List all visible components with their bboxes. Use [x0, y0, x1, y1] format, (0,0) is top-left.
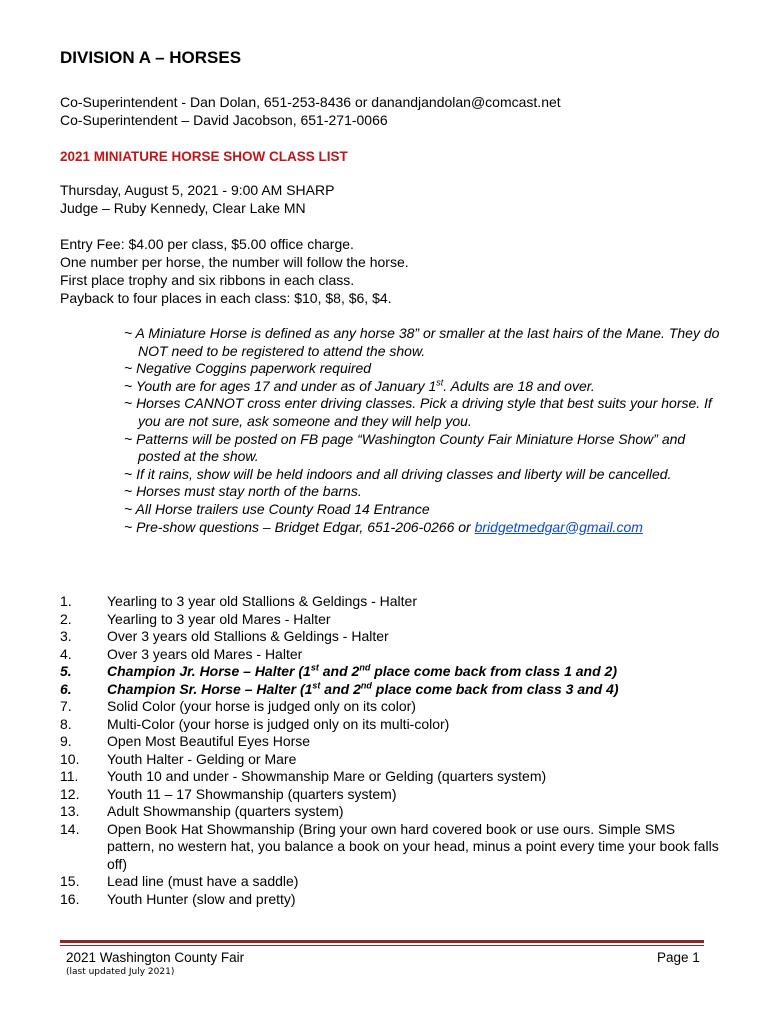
- footer-rule: [60, 940, 704, 943]
- show-date-line: Thursday, August 5, 2021 - 9:00 AM SHARP: [60, 182, 335, 198]
- class-number: 8.: [60, 715, 72, 732]
- class-item-champion-jr: [60, 663, 720, 681]
- class-text: Youth 11 – 17 Showmanship (quarters system): [107, 785, 397, 802]
- class-text: Open Book Hat Showmanship (Bring your own hard covered book or use ours. Simple SMS pattern, no western hat, you balance a book on your head, minus a point every time your book falls off): [107, 820, 719, 872]
- note-item: [124, 519, 724, 537]
- class-number: 1.: [60, 593, 72, 609]
- class-item: [60, 611, 720, 629]
- class-number: 13.: [60, 803, 80, 819]
- class-text: Multi-Color (your horse is judged only on its multi-color): [107, 715, 450, 732]
- class-item: [60, 628, 720, 646]
- class-superscript: st: [312, 679, 321, 690]
- class-number: 10.: [60, 750, 80, 767]
- class-list: [60, 593, 720, 908]
- page-title: DIVISION A – HORSES: [60, 48, 242, 67]
- class-item: [60, 768, 720, 786]
- class-text-part: and 2: [320, 680, 361, 697]
- class-text-part: and 2: [318, 663, 360, 679]
- class-number: 2.: [60, 610, 72, 627]
- class-superscript: st: [310, 662, 319, 673]
- class-number: 15.: [60, 873, 80, 889]
- rules-notes: [124, 325, 724, 536]
- class-number: 6.: [60, 680, 72, 697]
- class-text: Youth Halter - Gelding or Mare: [107, 750, 297, 767]
- footer-rule-thin: [60, 945, 704, 946]
- class-number: 14.: [60, 820, 80, 837]
- note-item: ~ Negative Coggins paperwork required: [124, 360, 372, 377]
- last-updated-note: (last updated July 2021): [66, 967, 175, 977]
- class-number: 9.: [60, 733, 72, 749]
- fee-line-1: Entry Fee: $4.00 per class, $5.00 office charge.: [60, 236, 354, 252]
- page-number: Page 1: [657, 950, 700, 965]
- class-text: Over 3 years old Mares - Halter: [107, 645, 303, 662]
- superintendent-line-1: Co-Superintendent - Dan Dolan, 651-253-8436 or danandjandolan@comcast.net: [60, 94, 561, 110]
- class-item: [60, 733, 720, 751]
- class-number: 7.: [60, 698, 72, 714]
- class-text: Youth 10 and under - Showmanship Mare or Gelding (quarters system): [107, 768, 547, 784]
- footer-fair-name: 2021 Washington County Fair: [66, 950, 245, 965]
- class-superscript: nd: [360, 679, 372, 690]
- note-item: ~ Patterns will be posted on FB page “Washington County Fair Miniature Horse Show” and posted at the show.: [124, 430, 686, 465]
- fee-line-2: One number per horse, the number will follow the horse.: [60, 254, 409, 270]
- note-text: ~ Pre-show questions – Bridget Edgar, 651-206-0266 or: [124, 518, 475, 535]
- class-text-part: place come back from class 3 and 4): [371, 680, 619, 697]
- class-text: Over 3 years old Stallions & Geldings - Halter: [107, 628, 389, 644]
- class-text: Lead line (must have a saddle): [107, 873, 299, 889]
- class-list-heading: 2021 MINIATURE HORSE SHOW CLASS LIST: [60, 149, 348, 164]
- class-number: 5.: [60, 663, 72, 679]
- note-item: ~ Horses must stay north of the barns.: [124, 483, 362, 500]
- note-item: ~ Horses CANNOT cross enter driving classes. Pick a driving style that best suits your horse. If you are not sure, ask someone and they will help you.: [124, 395, 712, 429]
- fee-line-4: Payback to four places in each class: $10, $8, $6, $4.: [60, 290, 392, 306]
- class-number: 12.: [60, 785, 80, 802]
- class-item: [60, 593, 720, 611]
- class-item: [60, 786, 720, 804]
- class-item: [60, 751, 720, 769]
- class-number: 11.: [60, 768, 79, 784]
- judge-line: Judge – Ruby Kennedy, Clear Lake MN: [60, 200, 306, 216]
- class-text: Yearling to 3 year old Stallions & Geldings - Halter: [107, 593, 417, 609]
- class-text: [107, 663, 720, 681]
- note-text: . Adults are 18 and over.: [443, 377, 595, 394]
- class-item: [60, 803, 720, 821]
- class-text: [107, 681, 720, 699]
- class-item: [60, 698, 720, 716]
- note-text: ~ Youth are for ages 17 and under as of January 1: [124, 377, 437, 394]
- class-item: [60, 891, 720, 909]
- note-item: [124, 378, 724, 396]
- note-item: ~ All Horse trailers use County Road 14 Entrance: [124, 500, 430, 517]
- class-number: 4.: [60, 645, 72, 662]
- class-text: Yearling to 3 year old Mares - Halter: [107, 610, 331, 627]
- class-text-part: place come back from class 1 and 2): [370, 663, 617, 679]
- class-text: Solid Color (your horse is judged only on its color): [107, 698, 416, 714]
- fee-line-3: First place trophy and six ribbons in each class.: [60, 272, 355, 288]
- class-item: [60, 646, 720, 664]
- class-number: 16.: [60, 890, 80, 907]
- class-item-champion-sr: [60, 681, 720, 699]
- note-item: ~ A Miniature Horse is defined as any horse 38” or smaller at the last hairs of the Mane. They do NOT need to be registered to attend the show.: [124, 325, 720, 359]
- note-superscript: st: [436, 377, 444, 388]
- class-item: [60, 716, 720, 734]
- email-link[interactable]: bridgetmedgar@gmail.com: [474, 518, 643, 535]
- class-item: [60, 873, 720, 891]
- note-item: ~ If it rains, show will be held indoors and all driving classes and liberty will be cancelled.: [124, 465, 672, 482]
- class-text-part: Champion Jr. Horse – Halter (1: [107, 663, 311, 679]
- class-text: Adult Showmanship (quarters system): [107, 803, 344, 819]
- class-text: Open Most Beautiful Eyes Horse: [107, 733, 311, 749]
- class-number: 3.: [60, 628, 72, 644]
- class-superscript: nd: [359, 662, 371, 673]
- superintendent-line-2: Co-Superintendent – David Jacobson, 651-271-0066: [60, 112, 388, 128]
- class-text-part: Champion Sr. Horse – Halter (1: [107, 680, 313, 697]
- class-text: Youth Hunter (slow and pretty): [107, 890, 296, 907]
- class-item: [60, 821, 720, 874]
